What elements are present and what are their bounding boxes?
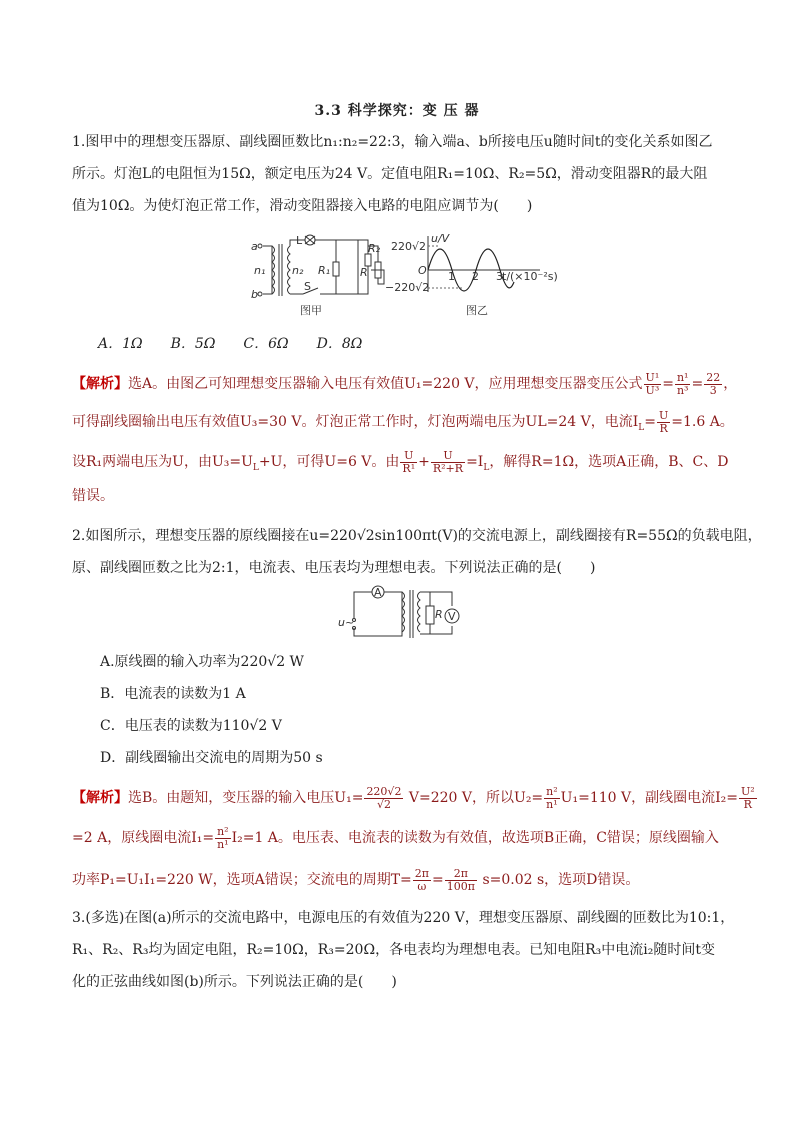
q2-option-c: C．电压表的读数为110√2 V <box>100 718 282 734</box>
figure-yi-caption: 图乙 <box>466 304 488 317</box>
q2-analysis-line-3: 功率P₁=U₁I₁=220 W，选项A错误；交流电的周期T= $\frac{2\pi}{\omega}$ = $\frac{2\pi}{100\pi}$ s=0.02 s，选项D错误。 <box>72 866 640 893</box>
fraction: $\frac{\text{n²}}{\text{n¹}}$ <box>217 824 229 851</box>
x-axis-label: t/(×10⁻²s) <box>502 270 558 283</box>
ymin-label: −220√2 <box>385 281 430 294</box>
ymax-label: 220√2 <box>391 240 427 253</box>
q3-line-2: R₁、R₂、R₃均为固定电阻，R₂=10Ω，R₃=20Ω，各电表均为理想电表。已知电阻R₃中电流i₂随时间t变 <box>72 942 715 958</box>
q1-line-3: 值为10Ω。为使灯泡正常工作，滑动变阻器接入电路的电阻应调节为( ) <box>72 198 533 214</box>
fraction: $\frac{220√2}{√2}$ <box>366 784 402 811</box>
q2-line-1: 2.如图所示，理想变压器的原线圈接在u=220√2sin100πt(V)的交流电源上，副线圈接有R=55Ω的负载电阻， <box>72 528 762 544</box>
q2-analysis-line-2: =2 A，原线圈电流I₁= $\frac{\text{n²}}{\text{n¹}}$ I₂=1 A。电压表、电流表的读数为有效值，故选项B正确，C错误；原线圈输入 <box>72 824 719 851</box>
q2-option-a: A.原线圈的输入功率为220√2 W <box>100 654 304 670</box>
fraction: $\frac{\text{U¹}}{\text{U³}}$ <box>645 370 660 397</box>
fraction: $\frac{\text{U²}}{R}$ <box>740 784 755 811</box>
analysis-tag: 【解析】 <box>72 790 128 806</box>
fraction: $\frac{U}{R}$ <box>658 408 669 435</box>
q1-line-1: 1.图甲中的理想变压器原、副线圈匝数比n₁:n₂=22:3，输入端a、b所接电压u随时间t的变化关系如图乙 <box>72 134 713 150</box>
fraction: $\frac{\text{n¹}}{\text{n³}}$ <box>676 370 689 397</box>
tick-3-label: 3 <box>496 270 503 283</box>
terminal-b-label: b <box>251 288 258 301</box>
switch-label: S <box>304 280 311 293</box>
r1-label: R₁ <box>318 264 331 277</box>
q2-option-b: B．电流表的读数为1 A <box>100 686 246 702</box>
fraction: $\frac{2\pi}{\omega}$ <box>414 866 430 893</box>
fraction: $\frac{\text{n²}}{\text{n¹}}$ <box>546 784 558 811</box>
source-label: u~ <box>338 616 355 629</box>
fraction: $\frac{U}{\text{R²+R}}$ <box>432 448 464 475</box>
q2-analysis-line-1: 【解析】选B。由题知，变压器的输入电压U₁= $\frac{220√2}{√2}$ V=220 V，所以U₂= $\frac{\text{n²}}{\text{n¹}}$ U₁=110 V，副线圈电流I₂= $\frac{\text{U²}}{R}$ <box>72 784 755 811</box>
page-title: 3.3 科学探究：变 压 器 <box>314 103 480 119</box>
fraction: $\frac{U}{\text{R¹}}$ <box>402 448 416 475</box>
q1-line-2: 所示。灯泡L的电阻恒为15Ω，额定电压为24 V。定值电阻R₁=10Ω、R₂=5Ω，滑动变阻器R的最大阻 <box>72 166 708 182</box>
q3-line-1: 3.(多选)在图(a)所示的交流电路中，电源电压的有效值为220 V，理想变压器原、副线圈的匝数比为10:1， <box>72 910 735 926</box>
q1-figure <box>248 232 558 318</box>
q2-circuit-diagram <box>338 582 468 642</box>
fraction: $\frac{22}{3}$ <box>706 370 721 397</box>
figure-jia-caption: 图甲 <box>300 304 322 317</box>
r-label: R <box>360 266 368 279</box>
tick-2-label: 2 <box>472 270 479 283</box>
q1-analysis-line-2: 可得副线圈输出电压有效值U₃=30 V。灯泡正常工作时，灯泡两端电压为UL=24 V，电流$I_L=$ $\frac{U}{R}$ =1.6 A。 <box>72 408 734 435</box>
y-axis-label: u/V <box>431 232 450 245</box>
terminal-a-label: a <box>251 240 258 253</box>
q1-analysis-line-1: 【解析】选A。由图乙可知理想变压器输入电压有效值U₁=220 V，应用理想变压器变压公式 $\frac{\text{U¹}}{\text{U³}}$ = $\frac{\text{n¹}}{\text{n³}}$ = $\frac{22}{3}$ ， <box>72 370 738 397</box>
q2-option-d: D．副线圈输出交流电的周期为50 s <box>100 750 323 766</box>
lamp-label: L <box>296 234 303 247</box>
q1-options: A．1Ω B．5Ω C．6Ω D．8Ω <box>98 336 363 352</box>
q1-analysis-line-3: 设R₁两端电压为U，由$U_3=U_L+U$，可得U=6 V。由 $\frac{U}{\text{R¹}}$ + $\frac{U}{\text{R²+R}}$ $=I_L$，解得R=1Ω，选项A正确，B、C、D <box>72 448 729 475</box>
tick-1-label: 1 <box>448 270 455 283</box>
q1-analysis-text: 选A。由图乙可知理想变压器输入电压有效值U₁=220 V，应用理想变压器变压公式 <box>128 376 643 392</box>
q3-line-3: 化的正弦曲线如图(b)所示。下列说法正确的是( ) <box>72 974 397 990</box>
origin-label: O <box>418 264 427 277</box>
load-resistor-label: R <box>435 608 443 621</box>
ammeter-label: A <box>374 586 382 599</box>
analysis-tag: 【解析】 <box>72 376 128 392</box>
voltmeter-label: V <box>448 610 456 623</box>
q1-analysis-line-4: 错误。 <box>72 488 114 504</box>
q2-line-2: 原、副线圈匝数之比为2:1，电流表、电压表均为理想电表。下列说法正确的是( ) <box>72 560 596 576</box>
r2-label: R₂ <box>368 242 381 255</box>
fraction: $\frac{2\pi}{100\pi}$ <box>446 866 475 893</box>
n2-label: n₂ <box>292 264 304 277</box>
n1-label: n₁ <box>254 264 266 277</box>
